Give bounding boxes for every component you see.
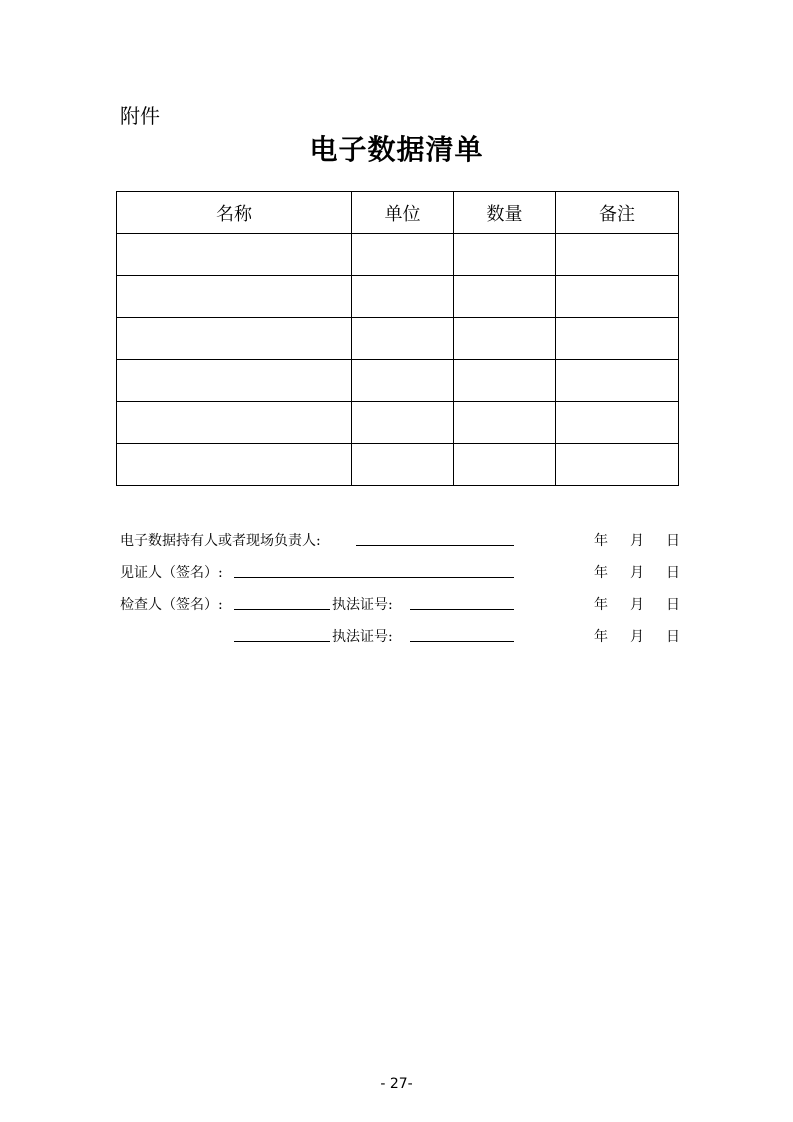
year-label: 年 bbox=[594, 533, 608, 549]
attachment-label: 附件 bbox=[120, 104, 160, 128]
day-label: 日 bbox=[666, 565, 680, 581]
table-cell bbox=[117, 444, 352, 486]
table-cell bbox=[352, 234, 454, 276]
table-cell bbox=[117, 402, 352, 444]
table-row bbox=[117, 318, 679, 360]
second-inspector-signature-line[interactable] bbox=[234, 641, 330, 642]
table-row bbox=[117, 360, 679, 402]
table-cell bbox=[352, 318, 454, 360]
table-cell bbox=[454, 402, 556, 444]
second-inspector-signature-row bbox=[120, 626, 680, 646]
day-label: 日 bbox=[666, 533, 680, 549]
table-cell bbox=[454, 444, 556, 486]
table-row bbox=[117, 402, 679, 444]
license-number-line[interactable] bbox=[410, 641, 514, 642]
table-cell bbox=[556, 360, 679, 402]
page-title: 电子数据清单 bbox=[309, 133, 484, 166]
table-row bbox=[117, 276, 679, 318]
date-field bbox=[594, 626, 680, 646]
column-header-unit: 单位 bbox=[352, 192, 454, 234]
license-number-line[interactable] bbox=[410, 609, 514, 610]
column-header-quantity: 数量 bbox=[454, 192, 556, 234]
table-row bbox=[117, 444, 679, 486]
holder-signature-line[interactable] bbox=[356, 545, 514, 546]
month-label: 月 bbox=[630, 597, 644, 613]
license-label: 执法证号: bbox=[332, 629, 393, 645]
data-list-table bbox=[116, 191, 679, 486]
table-cell bbox=[454, 318, 556, 360]
table-cell bbox=[556, 234, 679, 276]
date-field bbox=[594, 594, 680, 614]
table-cell bbox=[352, 402, 454, 444]
year-label: 年 bbox=[594, 565, 608, 581]
table-cell bbox=[352, 444, 454, 486]
table-cell bbox=[454, 234, 556, 276]
month-label: 月 bbox=[630, 533, 644, 549]
column-header-remarks: 备注 bbox=[556, 192, 679, 234]
table-header-row bbox=[117, 192, 679, 234]
day-label: 日 bbox=[666, 597, 680, 613]
table-row bbox=[117, 234, 679, 276]
table-cell bbox=[352, 360, 454, 402]
table-cell bbox=[352, 276, 454, 318]
table-cell bbox=[117, 360, 352, 402]
day-label: 日 bbox=[666, 629, 680, 645]
witness-label: 见证人（签名）: bbox=[120, 565, 223, 581]
license-label: 执法证号: bbox=[332, 597, 393, 613]
table-cell bbox=[556, 318, 679, 360]
page-number: - 27- bbox=[380, 1076, 413, 1092]
inspector-signature-row bbox=[120, 594, 680, 614]
inspector-label: 检查人（签名）: bbox=[120, 597, 223, 613]
table-cell bbox=[117, 318, 352, 360]
table-cell bbox=[556, 276, 679, 318]
year-label: 年 bbox=[594, 597, 608, 613]
holder-signature-row bbox=[120, 530, 680, 550]
month-label: 月 bbox=[630, 629, 644, 645]
table-cell bbox=[117, 276, 352, 318]
table-cell bbox=[454, 276, 556, 318]
year-label: 年 bbox=[594, 629, 608, 645]
table-cell bbox=[556, 444, 679, 486]
table-cell bbox=[556, 402, 679, 444]
table-cell bbox=[117, 234, 352, 276]
inspector-signature-line[interactable] bbox=[234, 609, 330, 610]
column-header-name: 名称 bbox=[117, 192, 352, 234]
date-field bbox=[594, 530, 680, 550]
date-field bbox=[594, 562, 680, 582]
table-cell bbox=[454, 360, 556, 402]
holder-label: 电子数据持有人或者现场负责人: bbox=[120, 533, 321, 549]
witness-signature-line[interactable] bbox=[234, 577, 514, 578]
witness-signature-row bbox=[120, 562, 680, 582]
month-label: 月 bbox=[630, 565, 644, 581]
